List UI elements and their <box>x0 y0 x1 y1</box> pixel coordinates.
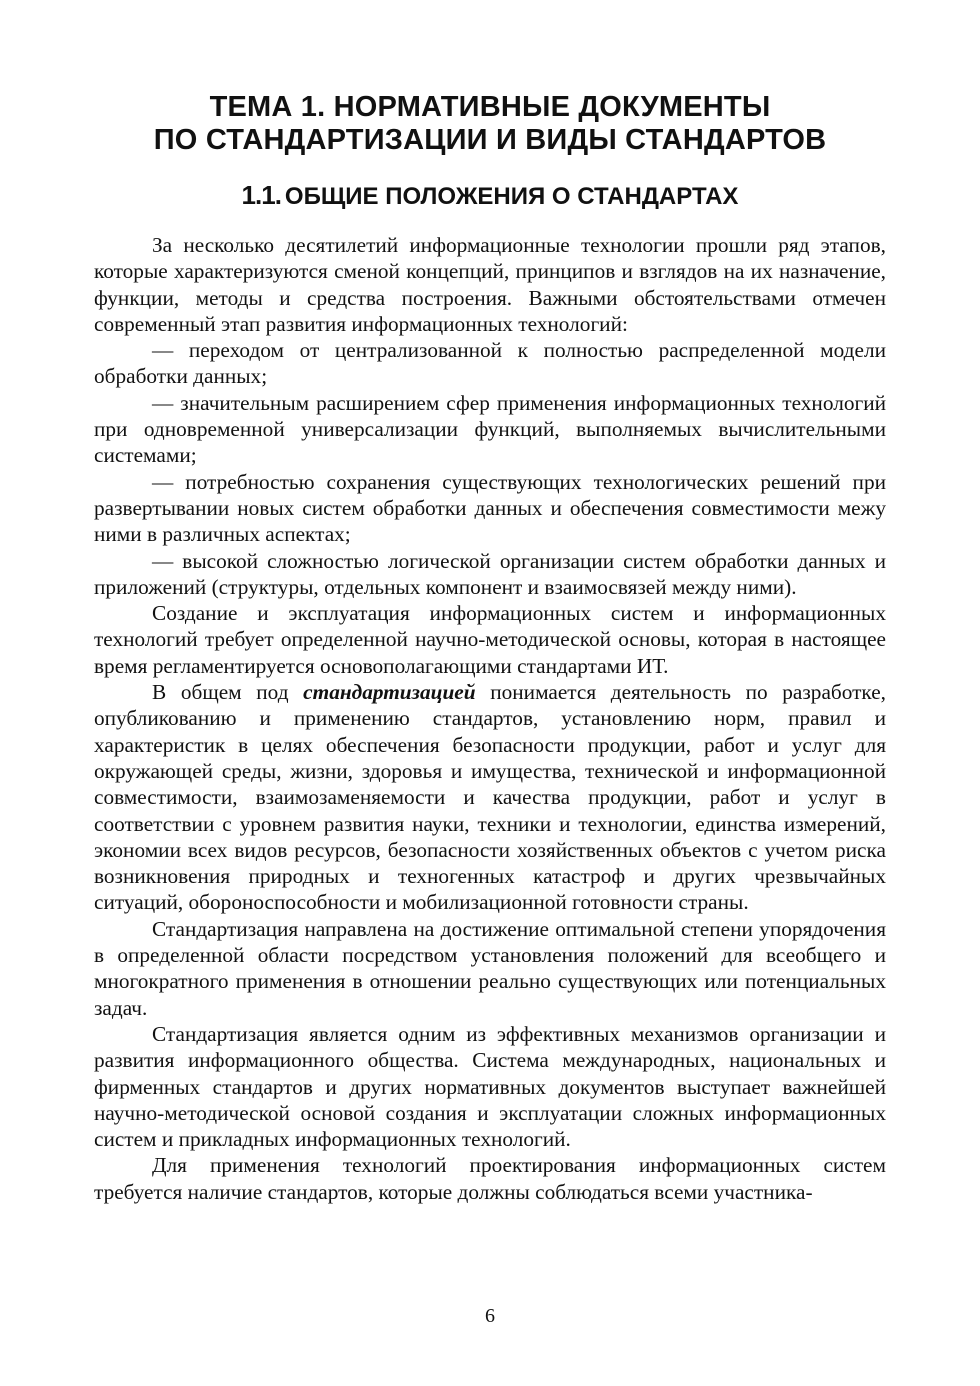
list-item-distributed-model: — переходом от централизованной к полностью распределенной модели обработки данных; <box>94 338 886 389</box>
paragraph-design-technologies: Для применения технологий проектирования информационных систем требуется наличие стандартов, которые должны соблюдаться всеми участника- <box>94 1153 886 1204</box>
list-item-compatibility: — потребностью сохранения существующих технологических решений при развертывании новых систем обработки данных и обеспечения совместимости межу ними в различных аспектах; <box>94 469 886 547</box>
page-number: 6 <box>485 1305 495 1327</box>
section-number: 1.1. <box>241 180 281 210</box>
paragraph-methodical-basis: Создание и эксплуатация информационных систем и информационных технологий требует определенной научно-методической основы, которая в настоящее время регламентируется основополагающими стандартами ИТ. <box>94 601 886 678</box>
chapter-title <box>60 91 920 157</box>
paragraph-standardization-goal: Стандартизация направлена на достижение оптимальной степени упорядочения в определенной области посредством установления положений для всеобщего и многократного применения в отношении реально существующих или потенциальных задач. <box>94 916 886 1020</box>
chapter-title-line-2: ПО СТАНДАРТИЗАЦИИ И ВИДЫ СТАНДАРТОВ <box>153 124 827 156</box>
definition-body: понимается деятельность по разработке, опубликованию и применению стандартов, установлению норм, правил и характеристик в целях обеспечения безопасности продукции, работ и услуг для окружающей среды, жизни, здоровья и имущества, технической и информационной совместимости, взаимозаменяемости и качества продукции, работ и услуг в соответствии с уровнем развития науки, техники и технологии, единства измерений, экономии всех видов ресурсов, безопасности хозяйственных объектов с учетом риска возникновения природных и техногенных катастроф и других чрезвычайных ситуаций, обороноспособности и мобилизационной готовности страны. <box>94 680 886 915</box>
term-standardization: стандартизацией <box>303 680 476 705</box>
chapter-title-line-1: ТЕМА 1. НОРМАТИВНЫЕ ДОКУМЕНТЫ <box>209 91 771 123</box>
section-title-text: ОБЩИЕ ПОЛОЖЕНИЯ О СТАНДАРТАХ <box>284 183 739 210</box>
body-text <box>94 232 886 1205</box>
paragraph-information-society: Стандартизация является одним из эффективных механизмов организации и развития информационного общества. Система международных, национальных и фирменных стандартов и других нормативных документов выступает важнейшей научно-методической основой создания и эксплуатации сложных информационных систем и прикладных информационных технологий. <box>94 1021 886 1152</box>
definition-lead: В общем под <box>152 680 304 705</box>
section-title <box>60 180 920 212</box>
paragraph-intro: За несколько десятилетий информационные технологии прошли ряд этапов, которые характеризуются сменой концепций, принципов и взглядов на их назначение, функции, методы и средства построения. Важными обстоятельствами отмечен современный этап развития информационных технологий: <box>94 233 886 336</box>
paragraph-standardization-definition <box>94 679 886 916</box>
list-item-complexity: — высокой сложностью логической организации систем обработки данных и приложений (структуры, отдельных компонент и взаимосвязей между ними). <box>94 548 886 599</box>
list-item-application-expansion: — значительным расширением сфер применения информационных технологий при одновременной универсализации функций, выполняемых вычислительными системами; <box>94 390 886 468</box>
